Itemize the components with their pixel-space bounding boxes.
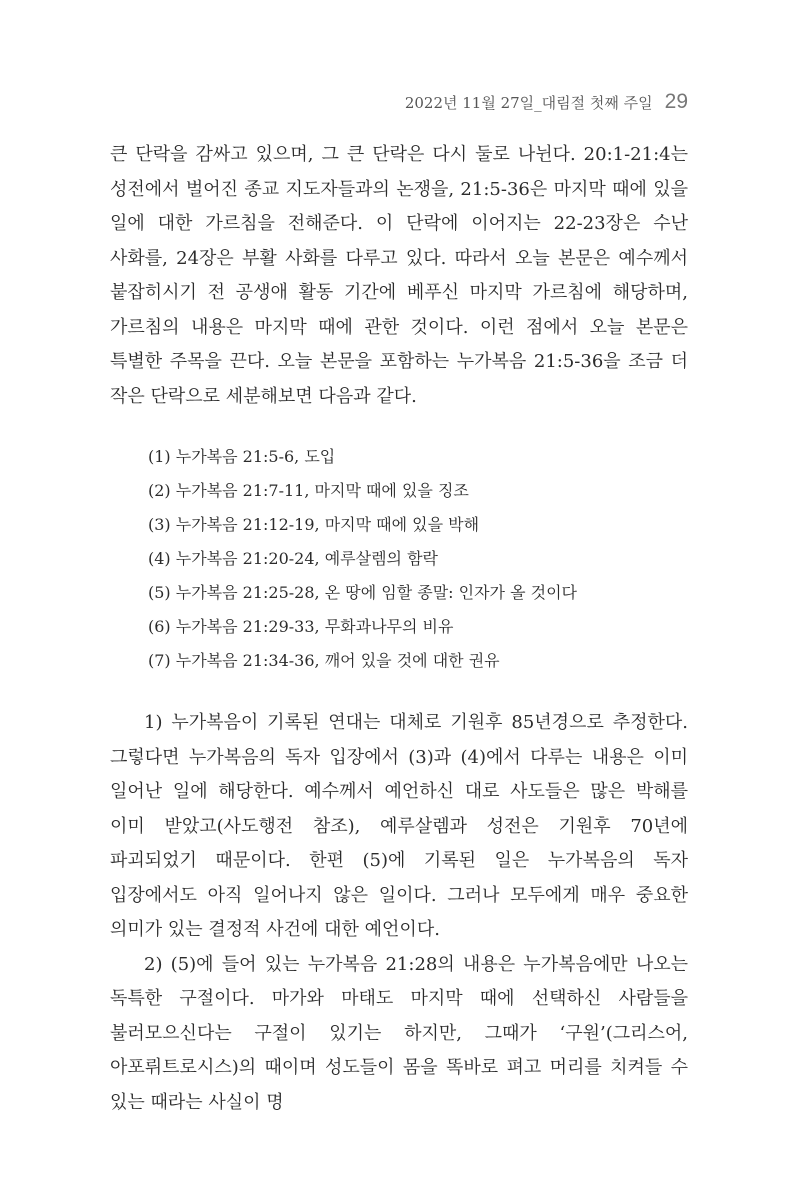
note-2-paragraph: 2) (5)에 들어 있는 누가복음 21:28의 내용은 누가복음에만 나오는 독특한 구절이다. 마가와 마태도 마지막 때에 선택하신 사람들을 불러모으신다는 구절이 있기는 하지만, 그때가 ‘구원’(그리스어, 아포뤼트로시스)의 때이며 성도들이 몸을 똑바로 펴고 머리를 치켜들 수 있는 때라는 사실이 명 xyxy=(110,953,688,1113)
running-header xyxy=(405,90,688,114)
outline-item: (6) 누가복음 21:29-33, 무화과나무의 비유 xyxy=(148,617,454,636)
outline-list xyxy=(148,440,577,678)
outline-item: (2) 누가복음 21:7-11, 마지막 때에 있을 징조 xyxy=(148,481,469,500)
note-1-paragraph: 1) 누가복음이 기록된 연대는 대체로 기원후 85년경으로 추정한다. 그렇다면 누가복음의 독자 입장에서 (3)과 (4)에서 다루는 내용은 이미 일어난 일에 해당한다. 예수께서 예언하신 대로 사도들은 많은 박해를 이미 받았고(사도행전 참조), 예루살렘과 성전은 기원후 70년에 파괴되었기 때문이다. 한편 (5)에 기록된 일은 누가복음의 독자 입장에서도 아직 일어나지 않은 일이다. 그러나 모두에게 매우 중요한 의미가 있는 결정적 사건에 대한 예언이다. xyxy=(110,712,688,940)
outline-item: (7) 누가복음 21:34-36, 깨어 있을 것에 대한 권유 xyxy=(148,651,500,670)
outline-item: (4) 누가복음 21:20-24, 예루살렘의 함락 xyxy=(148,549,438,568)
outline-item: (1) 누가복음 21:5-6, 도입 xyxy=(148,447,336,466)
outline-item: (5) 누가복음 21:25-28, 온 땅에 임할 종말: 인자가 올 것이다 xyxy=(148,583,577,602)
page-number: 29 xyxy=(664,90,688,113)
intro-section xyxy=(110,138,688,414)
notes-section xyxy=(110,706,688,1120)
outline-item: (3) 누가복음 21:12-19, 마지막 때에 있을 박해 xyxy=(148,515,480,534)
intro-paragraph: 큰 단락을 감싸고 있으며, 그 큰 단락은 다시 둘로 나뉜다. 20:1-21:4는 성전에서 벌어진 종교 지도자들과의 논쟁을, 21:5-36은 마지막 때에 있을 일에 대한 가르침을 전해준다. 이 단락에 이어지는 22-23장은 수난 사화를, 24장은 부활 사화를 다루고 있다. 따라서 오늘 본문은 예수께서 붙잡히시기 전 공생애 활동 기간에 베푸신 마지막 가르침에 해당하며, 가르침의 내용은 마지막 때에 관한 것이다. 이런 점에서 오늘 본문은 특별한 주목을 끈다. 오늘 본문을 포함하는 누가복음 21:5-36을 조금 더 작은 단락으로 세분해보면 다음과 같다. xyxy=(110,144,688,407)
running-title: 2022년 11월 27일_대림절 첫째 주일 xyxy=(404,94,653,112)
